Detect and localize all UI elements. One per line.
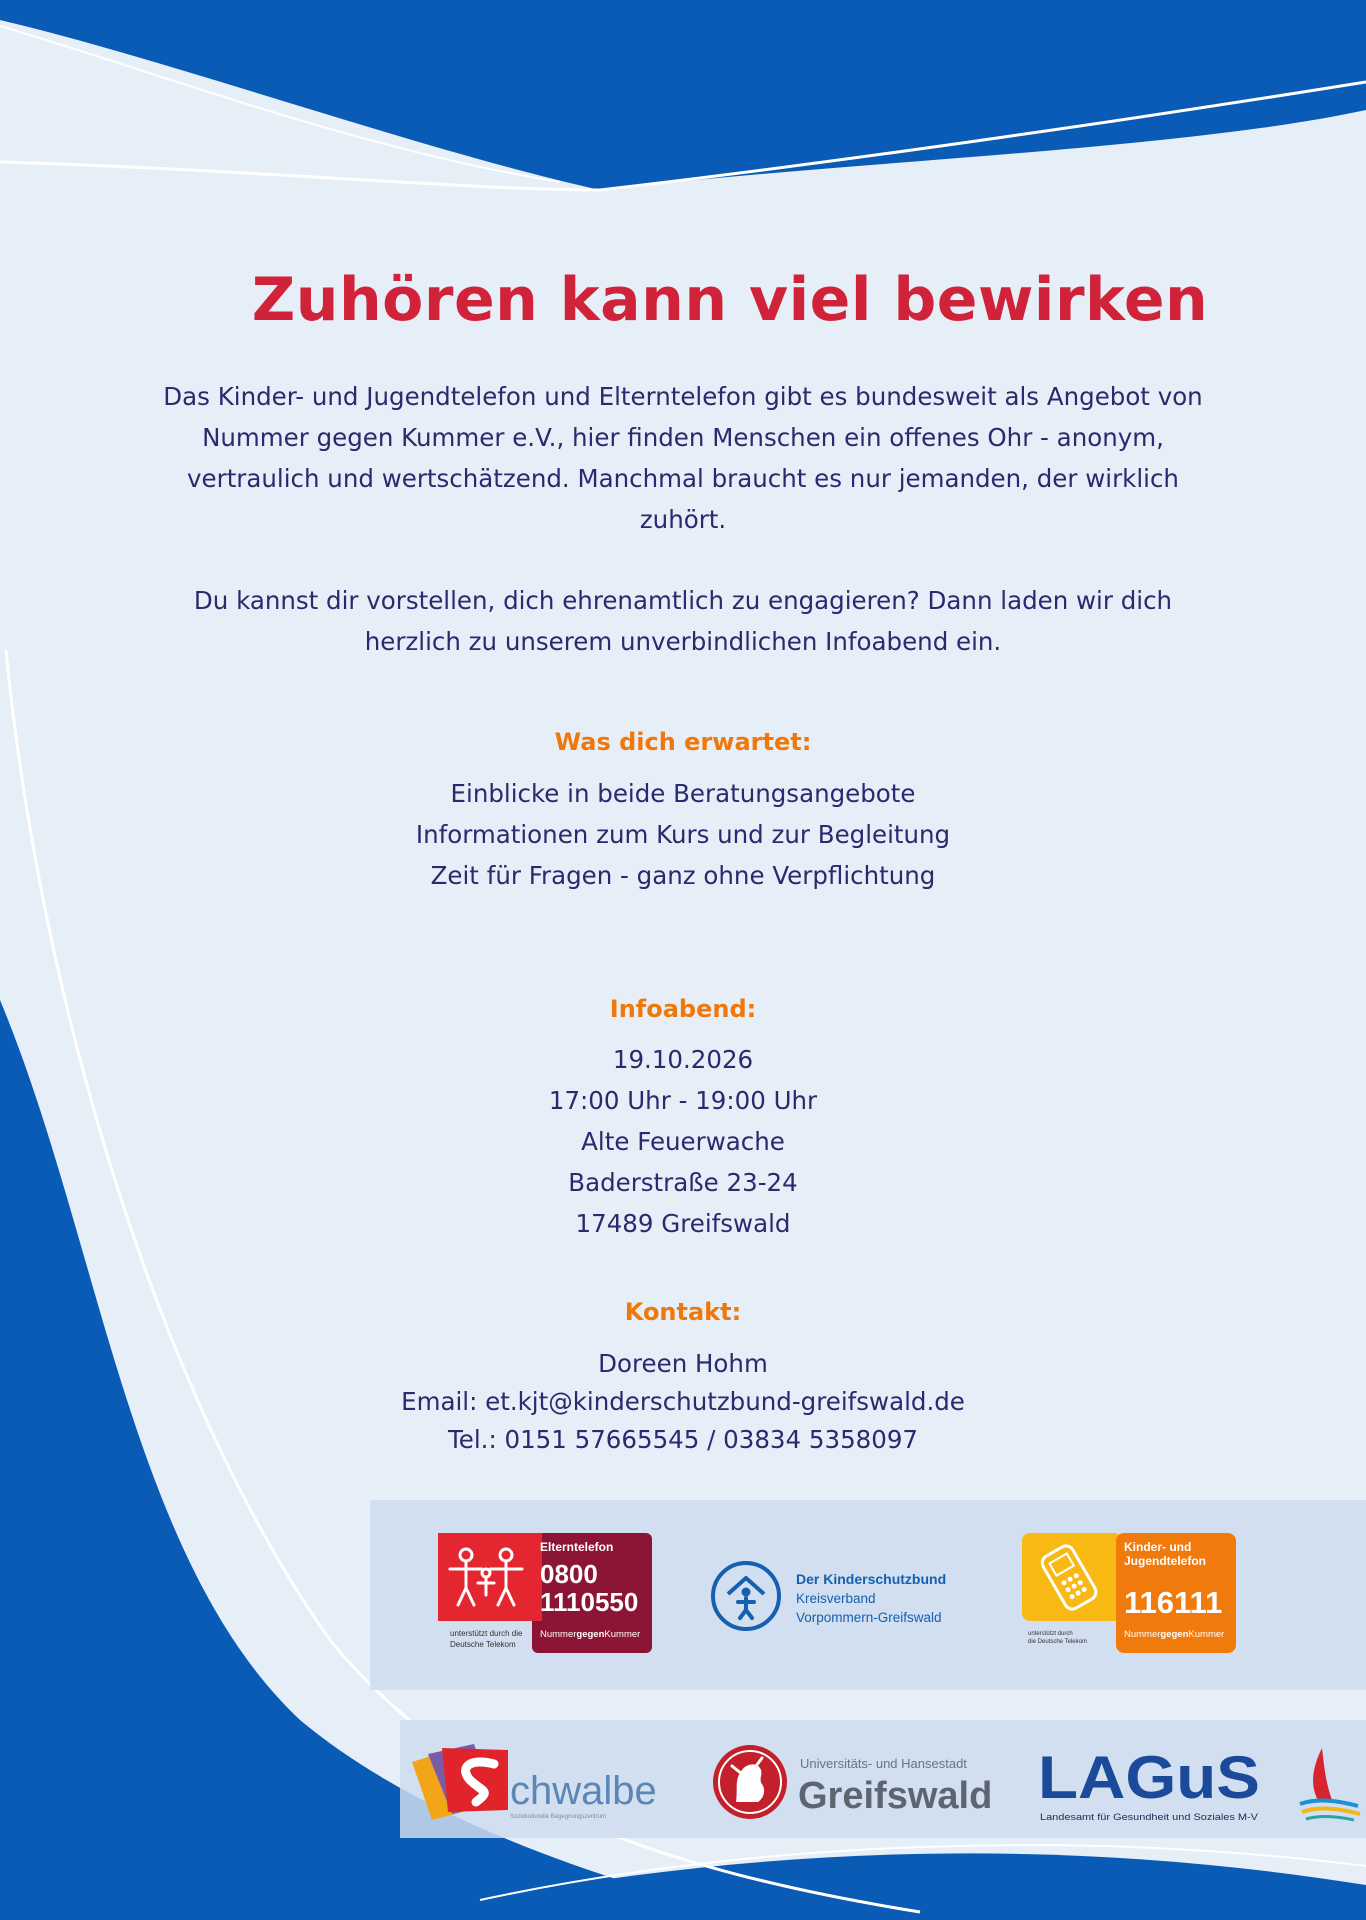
schwalbe-tagline: Soziokulturelle Begegnungszentrum [510,1814,607,1820]
elterntelefon-label: Elterntelefon [540,1540,614,1554]
kjt-support-line-2: die Deutsche Telekom [1028,1639,1087,1645]
child-house-icon [713,1563,779,1629]
contact-details [0,1345,1366,1459]
elterntelefon-logo [438,1533,658,1658]
event-city: 17489 Greifswald [575,1209,791,1238]
event-street: Baderstraße 23-24 [568,1168,798,1197]
sailboat-logo [1292,1740,1366,1828]
event-details [0,1039,1366,1244]
kjt-number: 116111 [1124,1585,1223,1620]
kjt-label-2: Jugendtelefon [1124,1554,1207,1568]
kjt-support-line-1: unterstützt durch [1028,1631,1073,1637]
lagus-logo [1036,1740,1266,1828]
expectations-list [0,773,1366,896]
list-item: Zeit für Fragen - ganz ohne Verpflichtung [430,861,936,890]
elterntelefon-number-2: 1110550 [540,1587,639,1617]
page-title: Zuhören kann viel bewirken [251,265,1209,335]
lagus-name: LAGuS [1038,1744,1260,1811]
greifswald-name: Greifswald [798,1775,993,1817]
contact-email[interactable]: Email: et.kjt@kinderschutzbund-greifswald.de [401,1387,965,1416]
kjt-label-1: Kinder- und [1124,1540,1192,1554]
griffin-seal-icon [713,1745,787,1819]
event-time: 17:00 Uhr - 19:00 Uhr [548,1086,818,1115]
schwalbe-s-icon [412,1744,508,1820]
event-venue: Alte Feuerwache [581,1127,785,1156]
contact-heading: Kontakt: [624,1298,742,1326]
greifswald-line-1: Universitäts- und Hansestadt [800,1756,967,1771]
kjt-nummer-gegen-kummer-wordmark: NummergegenKummer [1124,1629,1225,1640]
kinderschutzbund-logo [710,1558,980,1638]
list-item: Informationen zum Kurs und zur Begleitung [415,820,951,849]
greifswald-logo [712,1744,1012,1824]
schwalbe-name: chwalbe [510,1769,657,1813]
invitation-paragraph: Du kannst dir vorstellen, dich ehrenamtlich zu engagieren? Dann laden wir dich herzlich zu unserem unverbindlichen Infoabend ein. [193,586,1173,656]
kinder-jugendtelefon-logo [1022,1533,1242,1658]
kinderschutzbund-sub-2: Vorpommern-Greifswald [796,1610,942,1625]
infoabend-heading: Infoabend: [609,995,757,1023]
lagus-sub: Landesamt für Gesundheit und Soziales M-V [1040,1812,1259,1823]
nummer-gegen-kummer-wordmark: NummergegenKummer [540,1629,641,1640]
elterntelefon-number-1: 0800 [540,1559,598,1589]
contact-name: Doreen Hohm [598,1349,768,1378]
list-item: Einblicke in beide Beratungsangebote [450,779,916,808]
expectations-heading: Was dich erwartet: [554,728,812,756]
telekom-support-line-1: unterstützt durch die [450,1629,523,1638]
schwalbe-logo [412,1740,682,1825]
contact-phone[interactable]: Tel.: 0151 57665545 / 03834 5358097 [447,1425,919,1454]
telekom-support-line-2: Deutsche Telekom [450,1640,516,1649]
kinderschutzbund-sub-1: Kreisverband [796,1591,876,1606]
event-date: 19.10.2026 [612,1045,754,1074]
kinderschutzbund-name: Der Kinderschutzbund [796,1571,947,1587]
intro-paragraph: Das Kinder- und Jugendtelefon und Elterntelefon gibt es bundesweit als Angebot von Nummer gegen Kummer e.V., hier finden Menschen ein offenes Ohr - anonym, vertraulich und wertschätzend. Manchmal braucht es nur jemanden, der wirklich zuhört. [163,382,1203,534]
